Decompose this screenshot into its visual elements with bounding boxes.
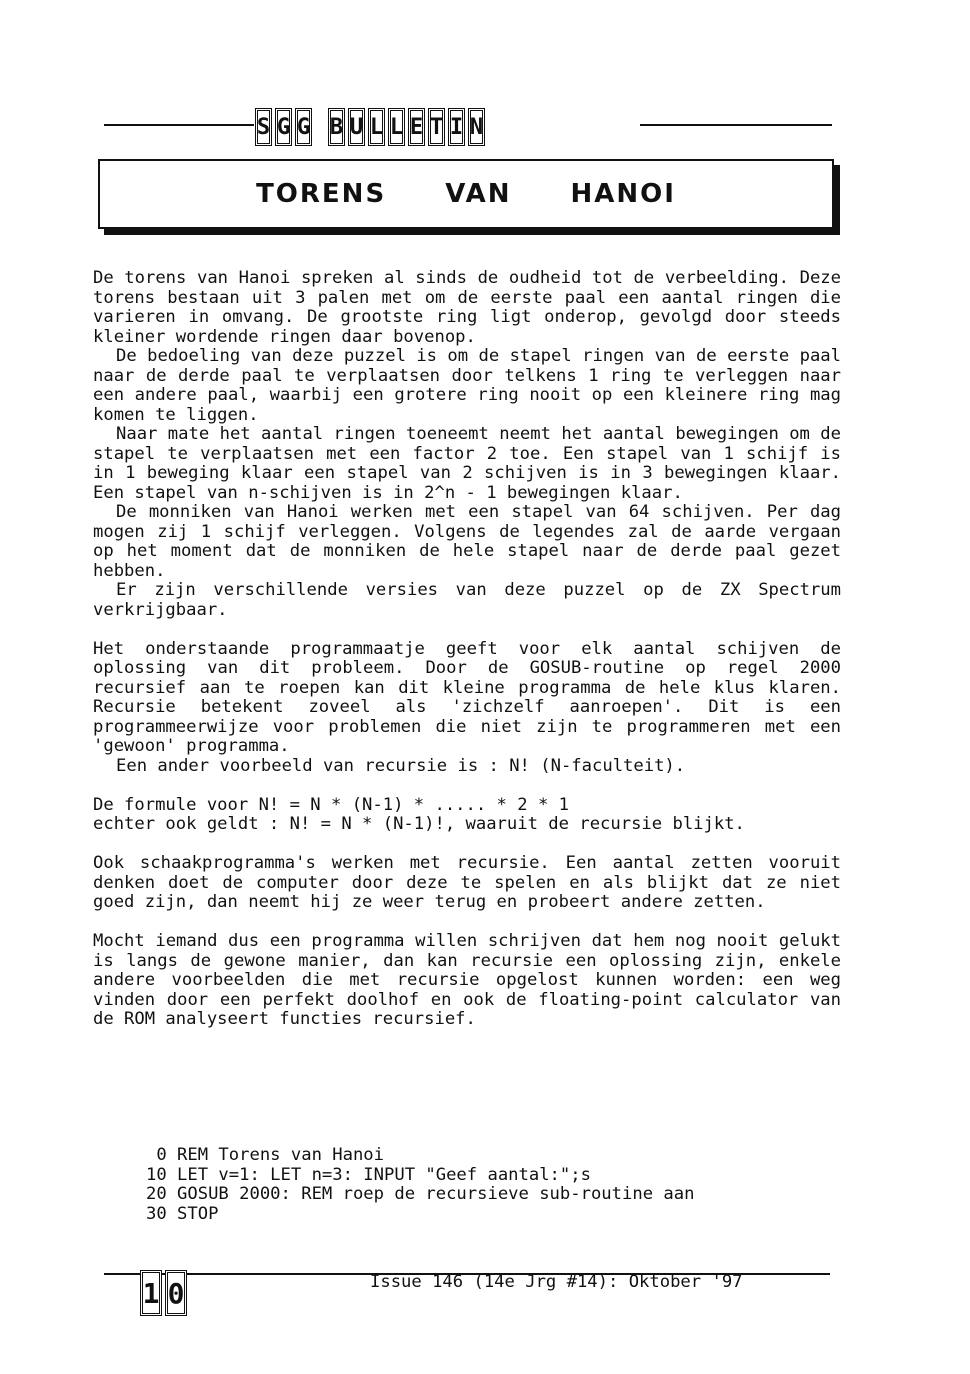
code-line: 20 GOSUB 2000: REM roep de recursieve sub-routine aan <box>146 1184 695 1204</box>
paragraph: Ook schaakprogramma's werken met recursie. Een aantal zetten vooruit denken doet de computer door deze te spelen en als blijkt dat ze niet goed zijn, dan neemt hij ze weer terug en probeert andere zetten. <box>93 853 841 912</box>
page-digit: 0 <box>165 1270 187 1316</box>
code-line: 0 REM Torens van Hanoi <box>146 1145 384 1165</box>
issue-label: Issue 146 (14e Jrg #14): Oktober '97 <box>370 1272 743 1292</box>
paragraph: De monniken van Hanoi werken met een stapel van 64 schijven. Per dag mogen zij 1 schijf verleggen. Volgens de legendes zal de aarde vergaan op het moment dat de monniken de hele stapel naar de derde paal gezet hebben. <box>93 502 841 581</box>
masthead-letter: B <box>328 108 345 146</box>
article-body <box>93 269 841 1030</box>
page-number <box>140 1270 187 1316</box>
page-digit: 1 <box>140 1270 162 1316</box>
masthead-letter: L <box>388 108 405 146</box>
article-title: TORENS VAN HANOI <box>256 179 676 209</box>
header-rule-left <box>104 124 254 126</box>
masthead-letter: U <box>348 108 365 146</box>
paragraph: Er zijn verschillende versies van deze puzzel op de ZX Spectrum verkrijgbaar. <box>93 580 841 620</box>
article-title-box <box>98 159 834 229</box>
masthead-letter: E <box>408 108 425 146</box>
code-line: 30 STOP <box>146 1203 219 1224</box>
masthead-letter: G <box>295 108 312 146</box>
masthead-letter: I <box>448 108 465 146</box>
masthead-letter: L <box>368 108 385 146</box>
code-line: 10 LET v=1: LET n=3: INPUT "Geef aantal:";s <box>146 1164 591 1185</box>
header-rule-right <box>640 124 832 126</box>
masthead-letter: N <box>468 108 485 146</box>
masthead-letter: T <box>428 108 445 146</box>
code-listing <box>146 1146 694 1224</box>
masthead <box>255 104 485 150</box>
paragraph: De torens van Hanoi spreken al sinds de oudheid tot de verbeelding. Deze torens bestaan uit 3 palen met om de eerste paal een aantal ringen die varieren in omvang. De grootste ring ligt onderop, gevolgd door steeds kleiner wordende ringen daar bovenop. <box>93 268 841 347</box>
paragraph: Het onderstaande programmaatje geeft voor elk aantal schijven de oplossing van dit probleem. Door de GOSUB-routine op regel 2000 recursief aan te roepen kan dit kleine programma de hele klus klaren. Recursie betekent zoveel als 'zichzelf aanroepen'. Dit is een programmeerwijze voor problemen die niet zijn te programmeren met een 'gewoon' programma. <box>93 638 841 756</box>
paragraph: Een ander voorbeeld van recursie is : N! (N-faculteit). <box>116 755 686 776</box>
formula-line: echter ook geldt : N! = N * (N-1)!, waaruit de recursie blijkt. <box>93 814 745 834</box>
paragraph: Mocht iemand dus een programma willen schrijven dat hem nog nooit gelukt is langs de gewone manier, dan kan recursie een oplossing zijn, enkele andere voorbeelden die met recursie opgelost kunnen worden: een weg vinden door een perfekt doolhof en ook de floating-point calculator van de ROM analyseert functies recursief. <box>93 931 841 1029</box>
paragraph: Naar mate het aantal ringen toeneemt neemt het aantal bewegingen om de stapel te verplaatsen met een factor 2 toe. Een stapel van 1 schijf is in 1 beweging klaar een stapel van 2 schijven is in 3 bewegingen klaar. Een stapel van n-schijven is in 2^n - 1 bewegingen klaar. <box>93 424 841 503</box>
masthead-letter: G <box>275 108 292 146</box>
paragraph: De bedoeling van deze puzzel is om de stapel ringen van de eerste paal naar de derde paal te verplaatsen door telkens 1 ring te verleggen naar een andere paal, waarbij een grotere ring nooit op een kleinere ring mag komen te liggen. <box>93 346 841 425</box>
masthead-letter: S <box>255 108 272 146</box>
formula-line: De formule voor N! = N * (N-1) * ..... * 2 * 1 <box>93 794 569 815</box>
